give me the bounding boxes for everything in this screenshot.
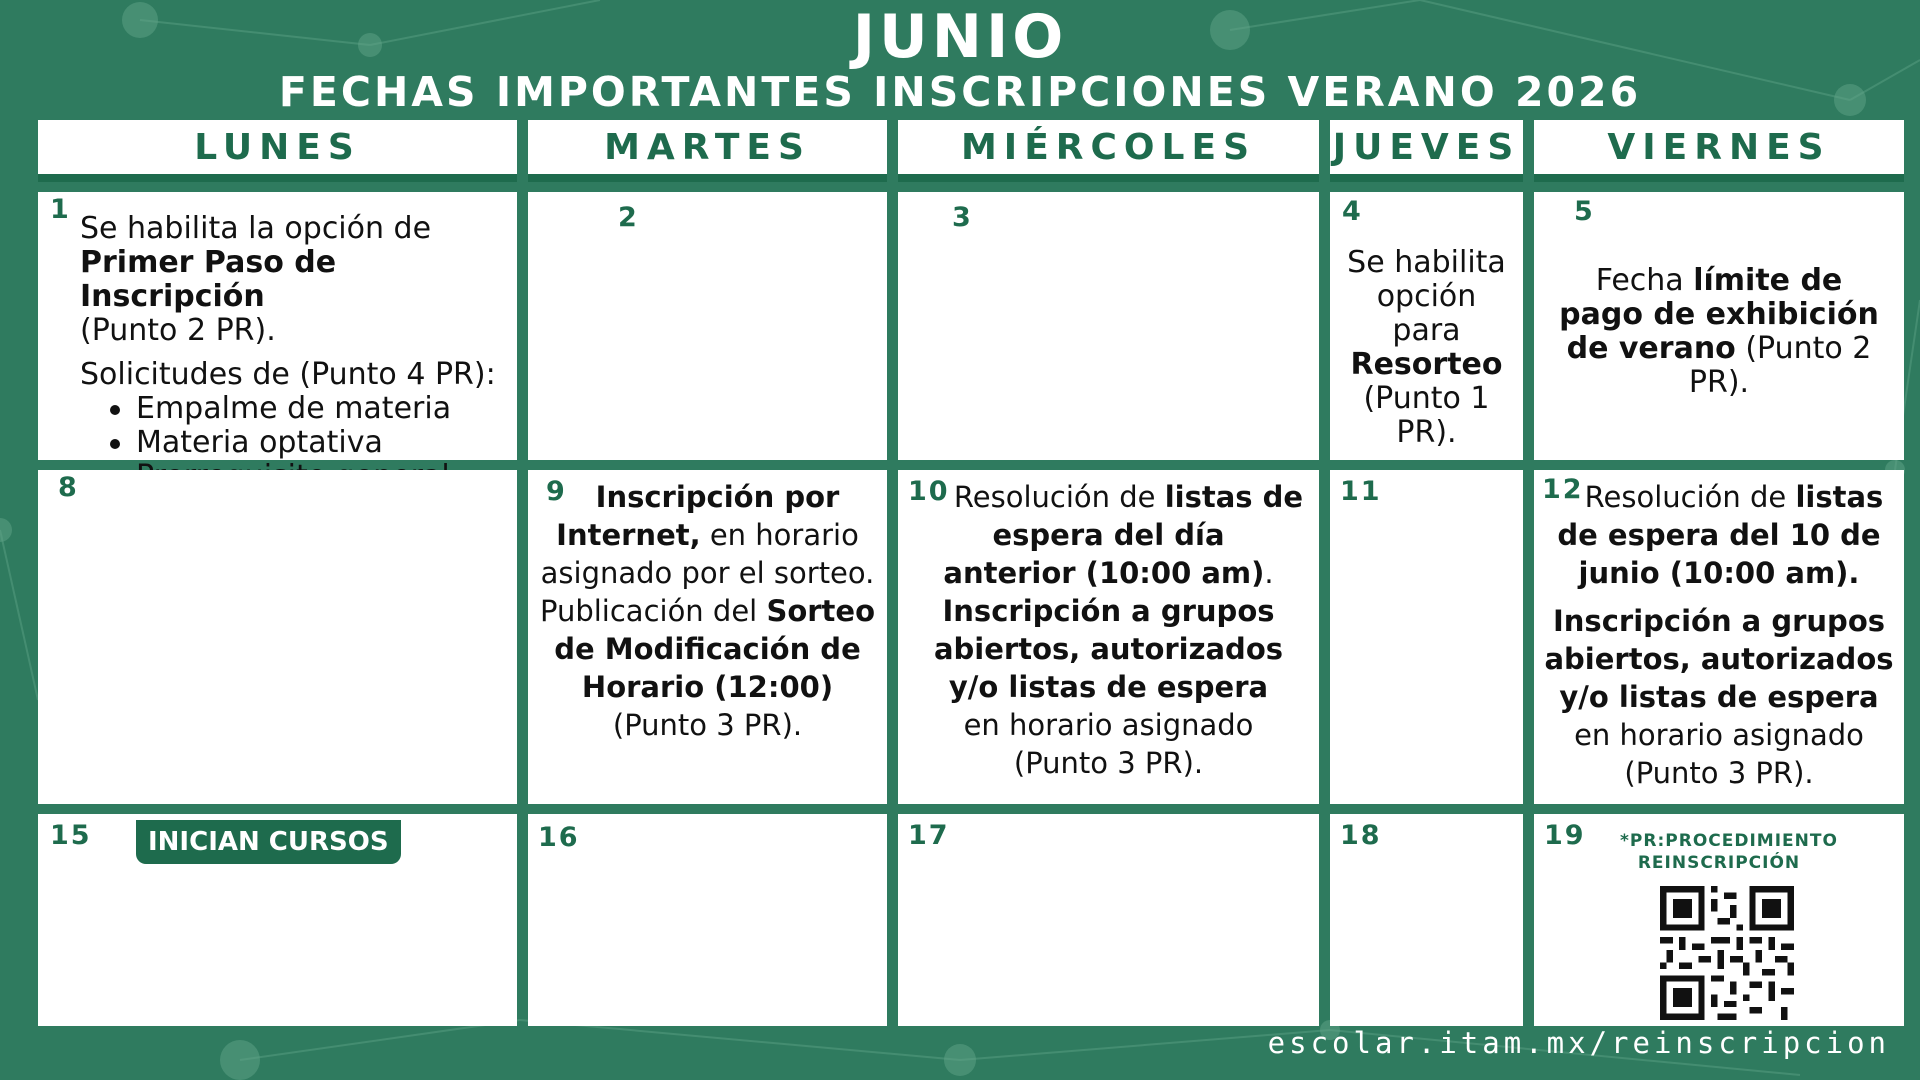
event-text-bold: pago de exhibición	[1559, 297, 1879, 332]
event-text-bold: de verano	[1566, 331, 1736, 366]
event-text-bold: anterior (10:00 am)	[943, 556, 1265, 590]
event-text: Solicitudes de (Punto 4 PR):	[80, 357, 496, 392]
day-number: 9	[546, 476, 567, 507]
event-text: (Punto 2	[1735, 331, 1872, 366]
weekday-header-monday: LUNES	[38, 120, 517, 182]
event-text-bold: Inscripción a grupos	[1553, 604, 1885, 638]
day-cell-19	[1534, 814, 1904, 1026]
event-text-bold: Inscripción por	[595, 480, 840, 514]
day-cell-10	[898, 470, 1319, 804]
pr-footnote-line: REINSCRIPCIÓN	[1637, 853, 1801, 873]
month-title: JUNIO	[852, 2, 1068, 72]
event-text: Resolución de	[1584, 480, 1796, 514]
footer-url[interactable]: escolar.itam.mx/reinscripcion	[1267, 1026, 1890, 1060]
event-text-bold: Primer Paso de Inscripción	[80, 245, 337, 314]
day-number: 17	[908, 820, 950, 851]
day-cell-18	[1330, 814, 1523, 1026]
event-text-bold: junio (10:00 am).	[1578, 556, 1860, 590]
qr-code-icon[interactable]	[1660, 886, 1794, 1020]
page-subtitle: FECHAS IMPORTANTES INSCRIPCIONES VERANO 2026	[278, 68, 1642, 116]
day-number: 16	[538, 822, 580, 853]
event-text: Se habilita la opción de	[80, 211, 432, 246]
pr-footnote	[1534, 830, 1904, 874]
event-text-bold: límite de	[1693, 263, 1843, 298]
pr-footnote-line: *PR:PROCEDIMIENTO	[1620, 831, 1838, 851]
event-text: en horario	[700, 518, 859, 552]
event-text-bold: Sorteo	[766, 594, 876, 628]
event-text-bold: y/o listas de espera	[948, 670, 1269, 704]
event-text-bold: Horario (12:00)	[581, 670, 834, 704]
event-text-bold: Resorteo	[1350, 347, 1503, 382]
day-cell-8	[38, 470, 517, 804]
day-number: 12	[1542, 474, 1584, 505]
day-number: 4	[1342, 196, 1363, 227]
day-number: 15	[50, 820, 92, 851]
event-text-bold: listas	[1795, 480, 1884, 514]
event-text: en horario asignado	[1574, 718, 1864, 752]
event-text: en horario asignado	[963, 708, 1254, 742]
event-text: Resolución de	[953, 480, 1165, 514]
weekday-header-friday: VIERNES	[1534, 120, 1904, 182]
calendar-grid	[38, 120, 1892, 1016]
event-text: PR).	[1688, 365, 1750, 400]
day-cell-9	[528, 470, 887, 804]
day-number: 10	[908, 476, 950, 507]
classes-start-badge: INICIAN CURSOS	[136, 820, 401, 864]
event-text-bold: abiertos, autorizados	[1544, 642, 1894, 676]
event-text-bold: espera del día	[992, 518, 1225, 552]
event-text-bold: y/o listas de espera	[1559, 680, 1879, 714]
event-text-bold: de espera del 10 de	[1557, 518, 1881, 552]
day-cell-11	[1330, 470, 1523, 804]
event-text: (Punto 3 PR).	[1624, 756, 1814, 790]
day-cell-5	[1534, 192, 1904, 460]
event-text-bold: abiertos, autorizados	[933, 632, 1284, 666]
event-text-bold: listas de	[1164, 480, 1304, 514]
event-text: (Punto 3 PR).	[612, 708, 803, 742]
event-text: (Punto 1	[1363, 381, 1490, 416]
request-list-item: Empalme de materia	[80, 392, 509, 426]
day-number: 1	[50, 194, 71, 225]
day-cell-4	[1330, 192, 1523, 460]
day-cell-3	[898, 192, 1319, 460]
event-text: opción para	[1376, 279, 1477, 348]
event-text-bold: de Modificación de	[554, 632, 861, 666]
day-cell-2	[528, 192, 887, 460]
day-number: 19	[1544, 820, 1586, 851]
event-text: (Punto 2 PR).	[80, 313, 276, 348]
day-number: 18	[1340, 820, 1382, 851]
day-number: 2	[618, 202, 639, 233]
day-number: 3	[952, 202, 973, 233]
event-text: .	[1264, 556, 1274, 590]
day-cell-12	[1534, 470, 1904, 804]
day-cell-16	[528, 814, 887, 1026]
request-list-item: Materia optativa	[80, 426, 509, 460]
weekday-header-tuesday: MARTES	[528, 120, 887, 182]
event-text: PR).	[1396, 415, 1457, 450]
day-cell-15	[38, 814, 517, 1026]
event-text-bold: Inscripción a grupos	[942, 594, 1275, 628]
day-number: 5	[1574, 196, 1595, 227]
weekday-header-thursday: JUEVES	[1330, 120, 1523, 182]
event-text: (Punto 3 PR).	[1013, 746, 1204, 780]
day-cell-1	[38, 192, 517, 460]
event-text: asignado por el sorteo.	[540, 556, 875, 590]
event-text: Publicación del	[539, 594, 767, 628]
event-text: Fecha	[1595, 263, 1694, 298]
event-text-bold: Internet,	[556, 518, 701, 552]
event-text: Se habilita	[1347, 245, 1506, 280]
day-number: 8	[58, 472, 79, 503]
day-cell-17	[898, 814, 1319, 1026]
day-number: 11	[1340, 476, 1382, 507]
weekday-header-wednesday: MIÉRCOLES	[898, 120, 1319, 182]
